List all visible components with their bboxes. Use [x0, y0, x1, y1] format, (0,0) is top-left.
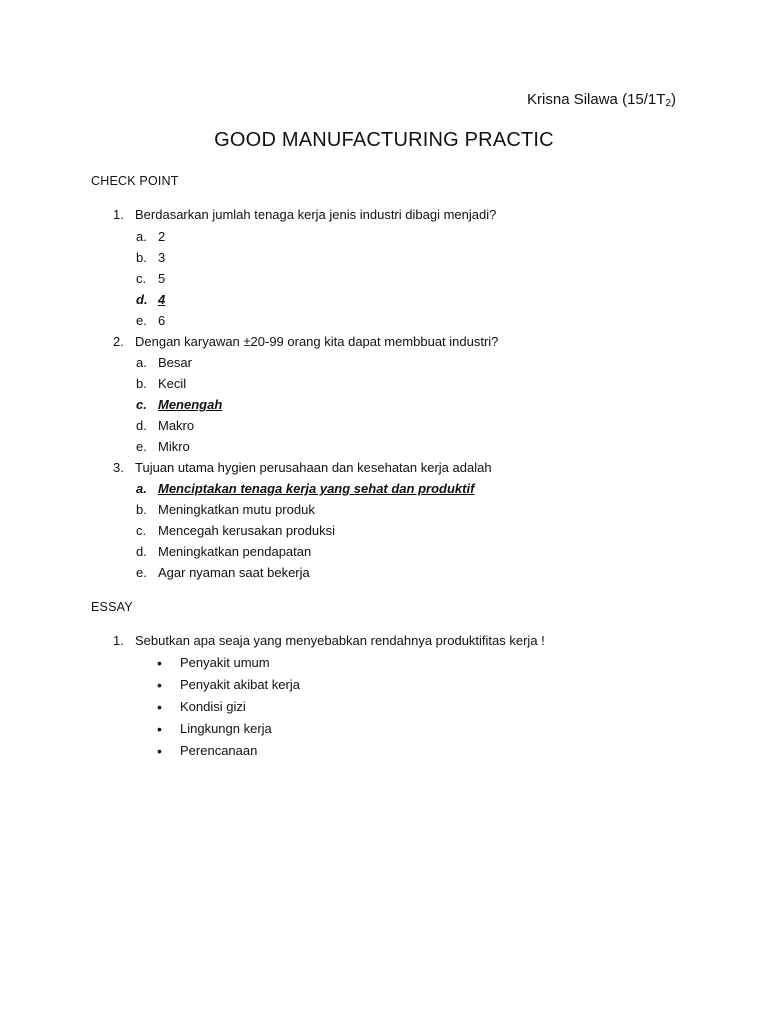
option-letter: d.	[136, 544, 147, 559]
option-letter: d.	[136, 292, 148, 307]
bullet-text: Penyakit umum	[180, 655, 270, 670]
question-number: 1.	[113, 633, 124, 648]
option-letter: e.	[136, 565, 147, 580]
option-text: Makro	[158, 418, 195, 433]
option-letter: b.	[136, 376, 147, 391]
option-text: Meningkatkan pendapatan	[158, 544, 312, 559]
option-letter: e.	[136, 439, 147, 454]
option-letter: c.	[136, 271, 147, 286]
checkpoint-heading: CHECK POINT	[91, 174, 179, 188]
question-text: Sebutkan apa seaja yang menyebabkan rendahnya produktifitas kerja !	[135, 633, 545, 648]
question-text: Berdasarkan jumlah tenaga kerja jenis industri dibagi menjadi?	[135, 207, 497, 222]
bullet-icon: •	[157, 677, 162, 693]
option-text-answer: Menengah	[158, 397, 223, 412]
author-subscript: 2	[665, 98, 671, 109]
option-letter: e.	[136, 313, 147, 328]
bullet-text: Perencanaan	[180, 743, 258, 758]
document-title: GOOD MANUFACTURING PRACTIC	[214, 129, 554, 151]
question-number: 2.	[113, 334, 124, 349]
option-text: 3	[158, 250, 166, 265]
question-text: Tujuan utama hygien perusahaan dan kesehatan kerja adalah	[135, 460, 492, 475]
option-text-answer: 4	[158, 292, 166, 307]
option-letter: d.	[136, 418, 147, 433]
option-text: Besar	[158, 355, 192, 370]
option-text: 5	[158, 271, 166, 286]
author-name: Krisna Silawa $(15/1T_2)$	[527, 91, 676, 109]
option-letter: c.	[136, 397, 147, 412]
option-text: 6	[158, 313, 166, 328]
option-text: 2	[158, 229, 166, 244]
question-number: 3.	[113, 460, 124, 475]
bullet-icon: •	[157, 721, 162, 737]
option-text: Agar nyaman saat bekerja	[158, 565, 310, 580]
essay-heading: ESSAY	[91, 600, 133, 614]
bullet-icon: •	[157, 743, 162, 759]
option-letter: b.	[136, 250, 147, 265]
bullet-text: Kondisi gizi	[180, 699, 246, 714]
question-text: Dengan karyawan ±20-99 orang kita dapat membbuat industri?	[135, 334, 499, 349]
bullet-text: Penyakit akibat kerja	[180, 677, 300, 692]
bullet-icon: •	[157, 655, 162, 671]
option-text-answer: Menciptakan tenaga kerja yang sehat dan produktif	[158, 481, 475, 496]
option-letter: a.	[136, 355, 147, 370]
bullet-icon: •	[157, 699, 162, 715]
option-text: Mencegah kerusakan produksi	[158, 523, 336, 538]
option-text: Mikro	[158, 439, 190, 454]
option-letter: a.	[136, 481, 147, 496]
option-letter: c.	[136, 523, 147, 538]
option-letter: a.	[136, 229, 147, 244]
option-letter: b.	[136, 502, 147, 517]
option-text: Kecil	[158, 376, 187, 391]
question-number: 1.	[113, 207, 124, 222]
option-text: Meningkatkan mutu produk	[158, 502, 315, 517]
bullet-text: Lingkungn kerja	[180, 721, 272, 736]
